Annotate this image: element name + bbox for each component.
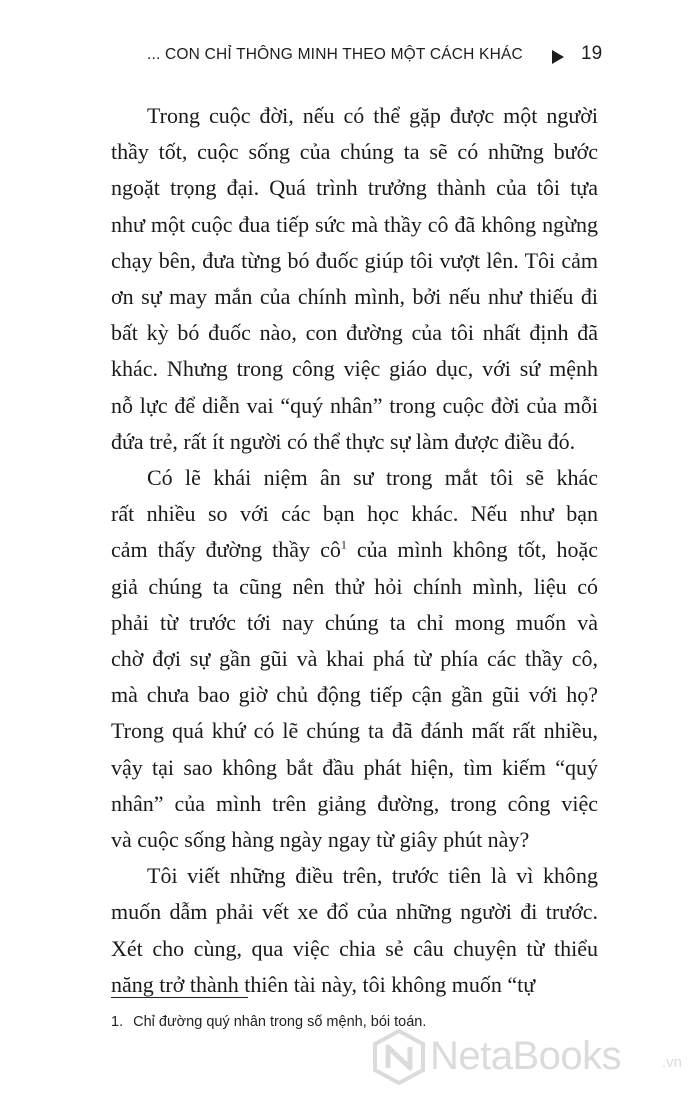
paragraph-3 [111,858,598,1003]
text-line: Tôi viết những điều trên, trước tiên là vì không [147,863,598,889]
text-line: khác. Nhưng trong công việc giáo dục, với sứ mệnh [111,356,598,382]
text-line: ơn sự may mắn của chính mình, bởi nếu như thiếu đi [111,284,598,310]
triangle-right-icon [552,50,564,64]
text-line: chờ đợi sự gần gũi và khai phá từ phía các thầy cô, [111,646,598,672]
text-line: Trong quá khứ có lẽ chúng ta đã đánh mất rất nhiều, [111,718,598,744]
text-line: Có lẽ khái niệm ân sư trong mắt tôi sẽ khác [147,465,598,491]
page-number: 19 [581,43,603,64]
paragraph-2 [111,460,598,858]
footnote-reference: 1 [340,538,347,553]
text-line: và cuộc sống hàng ngày ngay từ giây phút này? [111,827,530,853]
text-segment: của mình không tốt, hoặc [346,537,598,563]
text-line: rất nhiều so với các bạn học khác. Nếu như bạn [111,501,598,527]
text-line: Trong cuộc đời, nếu có thể gặp được một người [147,103,598,128]
text-line: vậy tại sao không bắt đầu phát hiện, tìm kiếm “quý [111,754,598,780]
text-line: Xét cho cùng, qua việc chia sẻ câu chuyện từ thiểu [111,935,598,961]
text-line: năng trở thành thiên tài này, tôi không muốn “tự [111,971,536,997]
text-line: chạy bên, đưa từng bó đuốc giúp tôi vượt lên. Tôi cảm [111,247,598,273]
netabooks-logo-icon [370,1028,428,1086]
footnote-text: Chỉ đường quý nhân trong số mệnh, bói toán. [133,1014,427,1030]
footnote-divider [111,997,248,998]
text-line: phải từ trước tới nay chúng ta chỉ mong muốn và [111,609,598,635]
text-line: nỗ lực để diễn vai “quý nhân” trong cuộc đời của mỗi [111,392,598,418]
watermark-suffix: .vn [662,1054,683,1071]
text-segment: cảm thấy đường thầy cô [111,537,341,563]
text-line: thầy tốt, cuộc sống của chúng ta sẽ có những bước [111,139,598,165]
text-line: đứa trẻ, rất ít người có thể thực sự làm được điều đó. [111,428,576,454]
page-header [0,42,700,72]
text-line: như một cuộc đua tiếp sức mà thầy cô đã không ngừng [111,211,598,237]
text-line: nhân” của mình trên giảng đường, trong công việc [111,790,598,816]
text-line: giả chúng ta cũng nên thử hỏi chính mình, liệu có [111,573,598,599]
footnote-number: 1. [111,1014,124,1030]
text-line-with-footnote [111,532,598,568]
text-line: bất kỳ bó đuốc nào, con đường của tôi nhất định đã [111,320,598,346]
body-text [111,98,598,1003]
running-title: ... CON CHỈ THÔNG MINH THEO MỘT CÁCH KHÁC [147,46,523,63]
paragraph-1 [111,98,598,460]
text-line: muốn dẫm phải vết xe đổ của những người đi trước. [111,899,598,925]
text-line: mà chưa bao giờ chủ động tiếp cận gần gũi với họ? [111,682,598,708]
watermark [370,1028,695,1088]
text-line: ngoặt trọng đại. Quá trình trưởng thành của tôi tựa [111,175,598,201]
watermark-brand: NetaBooks [430,1034,622,1078]
